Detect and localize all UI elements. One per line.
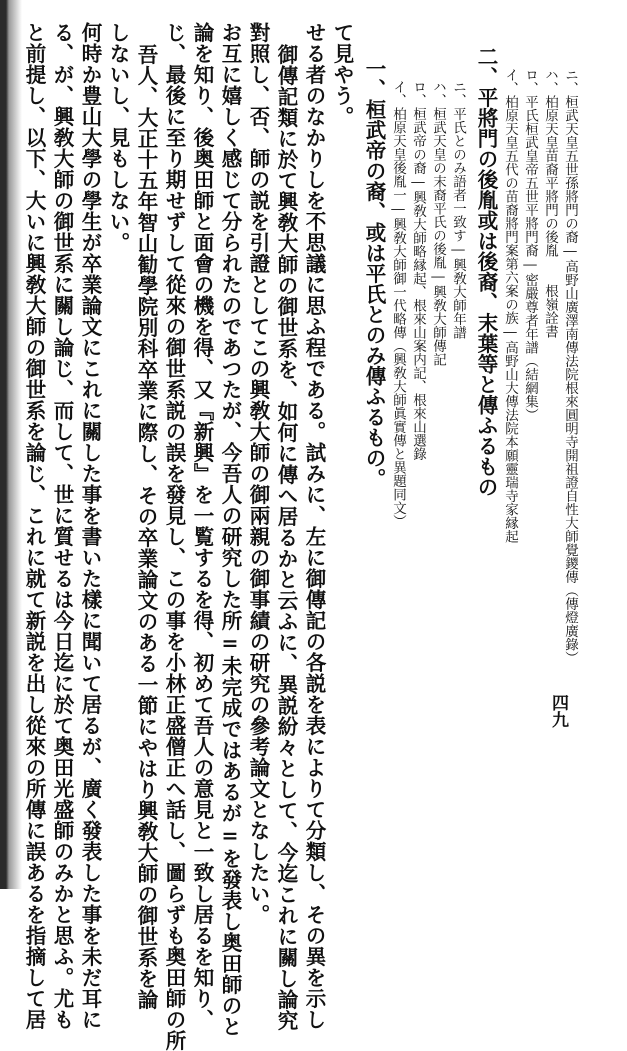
page-number: 四九 [548,694,568,728]
body-line-2: る、が、興敎大師の御世系に關し論じ、而して、世に質せるは今日迄に於て奥田光盛師のみかと思ふ。尤も [50,22,74,1030]
section-heading-2: 二、平將門の後胤或は後裔、末葉等と傳ふるもの [474,46,498,497]
body-line-5: 吾人、大正十五年智山勧學院別科卒業に際し、その卒業論文のある一節にやはり興敎大師の御世系を論 [134,44,158,1010]
body-line-9: 對照し、否、師の説を引證としてこの興敎大師の御兩親の御事績の研究の參考論文となしたい。 [246,22,270,925]
body-line-3: 何時か豊山大學の學生が卒業論文にこれに關した事を書いた樣に聞いて居るが、廣く發表した事を未だ耳に [78,22,102,1030]
body-line-11: せる者のなかりしを不思議に思ふ程である。試みに、左に御傳記の各説を表によりて分類し、その異を示し [302,22,326,1030]
list-item-1-ha: ハ、桓武天皇の末裔平氏の後胤―興敎大師傳記 [430,80,446,366]
body-line-7: 論を知り、後奥田師と面會の機を得、又『新興』を一覧するを得、初めて吾人の意見と一致し居るを知り、 [190,22,214,1030]
body-line-1: と前提し、以下、大いに興敎大師の御世系を論じ、これに就て新説を出し從來の所傳に誤あるを指摘して居 [22,22,46,1030]
section-heading-1: 一、桓武帝の裔、或は平氏とのみ傳ふるもの。 [362,58,386,489]
list-item-1-ni: ニ、平氏とのみ語者一致す―興敎大師年譜 [450,80,466,339]
body-line-10: 御傳記類に於て興敎大師の御世系を、如何に傳へ居るかと云ふに、異説紛々として、今迄これに關し論究 [274,44,298,1031]
body-line-4: しないし、見もしない。 [106,22,130,253]
list-item-2-ro: ロ、平氏桓武皇帝五世平將門裔―密嚴尊者年譜（結網集） [522,68,538,422]
body-line-8: お互に嬉しく感じて分られたのであつたが、今吾人の研究した所=未完成ではあるが=を發表し奥田師のと [218,22,242,1037]
body-line-6: じ、最後に至り期せずして從來の御世系説の誤を發見し、この事を小林正盛僧正へ話し、圖らずも奥田師の所 [162,22,186,1051]
list-item-1-ro: ロ、桓武帝の裔―興敎大師略縁起、根來山案内記、根來山選錄 [410,80,426,461]
list-item-2-ha: ハ、柏原天皇苗裔平將門の後胤 根嶺詮書 [542,68,558,338]
list-item-2-ni: ニ、桓武天皇五世孫將門の裔―高野山廣澤南傳法院根來圓明寺開祖證自性大師覺鑁傳（傳燈廣錄） [562,68,578,665]
body-line-12: て見やう。 [330,22,354,127]
list-item-1-i: イ、柏原天皇後胤一―興敎大師御一代略傳（興敎大師眞實傳と異題同文） [390,80,406,528]
list-item-2-i: イ、柏原天皇五代の苗裔將門案第六案の族―高野山大傳法院本願靈瑞寺家縁起 [502,68,518,543]
